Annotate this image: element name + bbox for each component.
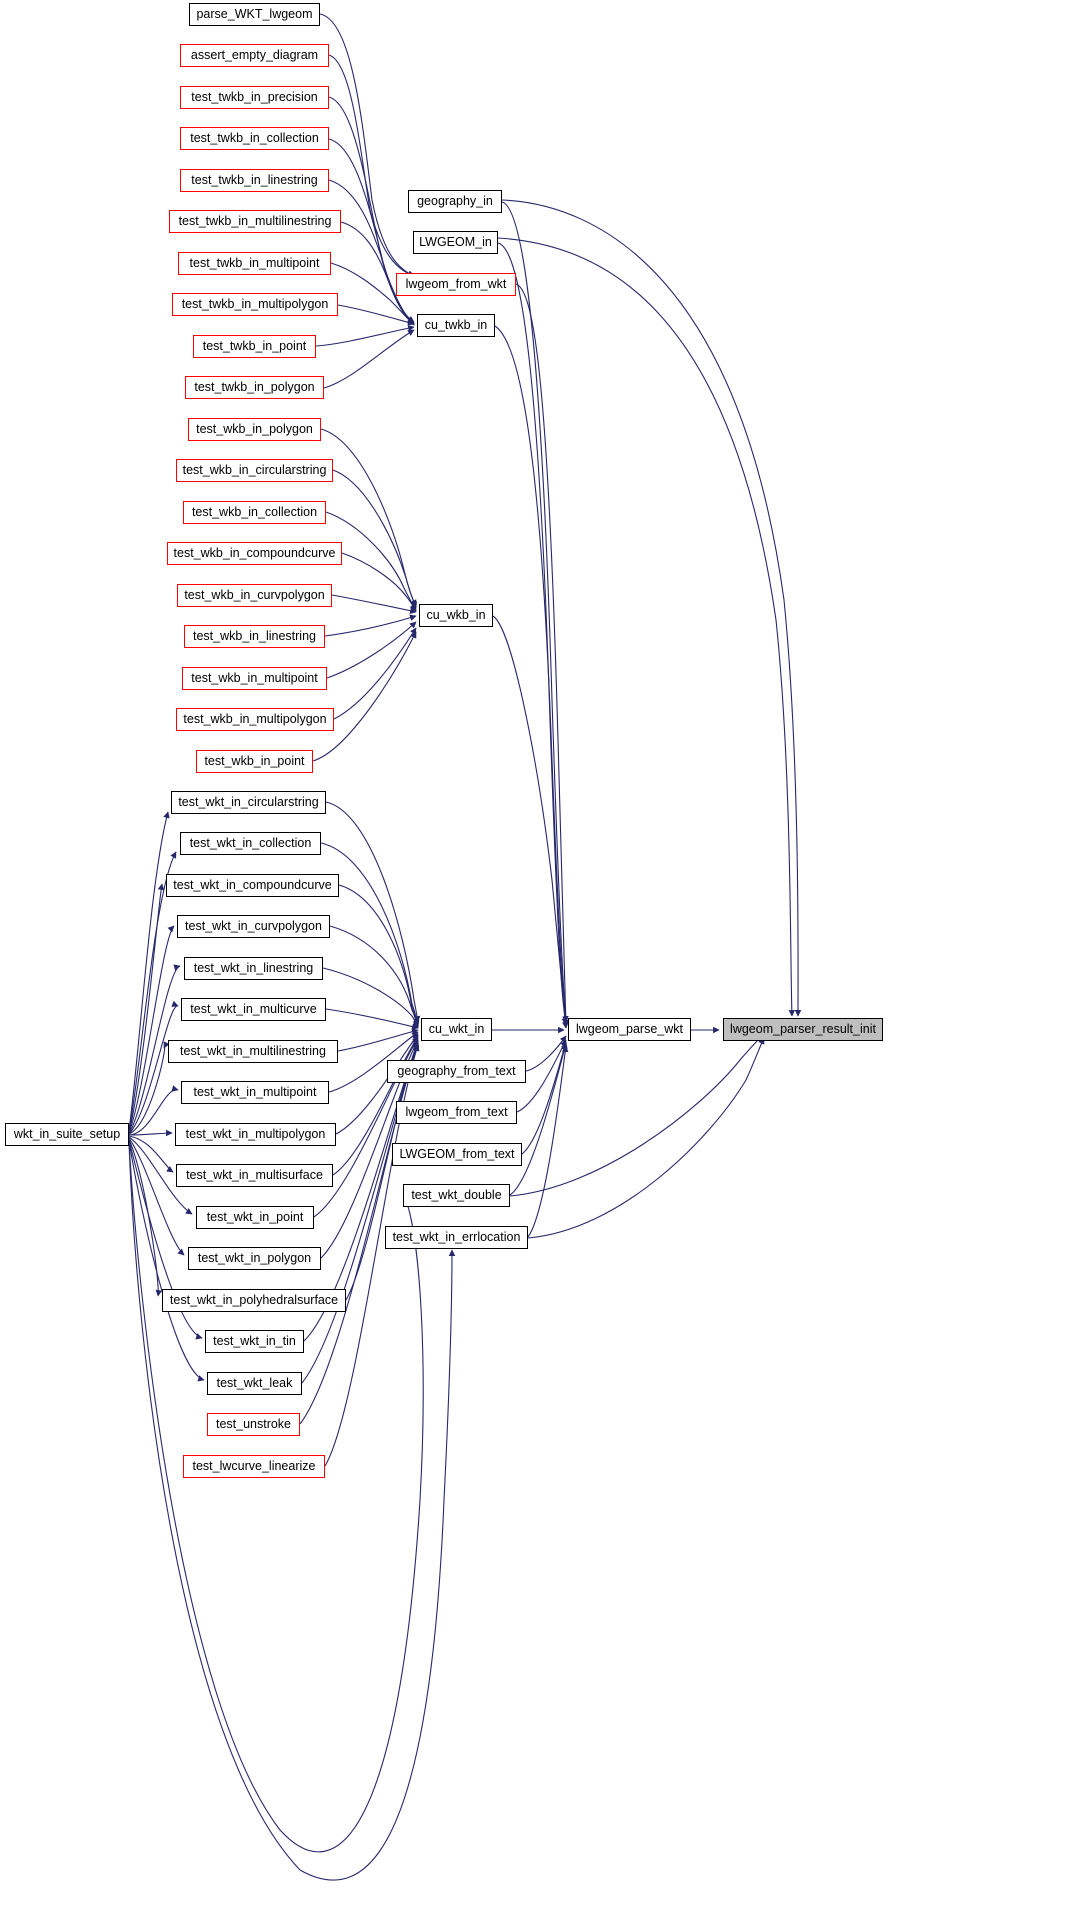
node-label: test_wkt_in_polygon (197, 1251, 312, 1266)
node-label: test_wkb_in_multipoint (191, 671, 318, 686)
node-label: test_wkb_in_multipolygon (183, 712, 327, 727)
node-label: test_wkt_in_multilinestring (180, 1044, 326, 1059)
node-label: test_wkb_in_polygon (196, 422, 313, 437)
node-test-wkt-in-errlocation[interactable] (385, 1226, 528, 1249)
node-label: test_twkb_in_collection (190, 131, 319, 146)
node-test-wkb-in-polygon[interactable] (188, 418, 321, 441)
node-test-wkt-in-multipoint[interactable] (181, 1081, 329, 1104)
node-wkt-in-suite-setup[interactable] (5, 1123, 129, 1146)
node-test-wkt-in-point[interactable] (196, 1206, 314, 1229)
node-label: test_wkt_in_multicurve (190, 1002, 317, 1017)
node-label: LWGEOM_in (419, 235, 492, 250)
node-test-wkt-in-multicurve[interactable] (181, 998, 326, 1021)
node-label: test_unstroke (215, 1417, 292, 1432)
node-label: test_wkb_in_collection (191, 505, 318, 520)
node-test-wkt-in-multipolygon[interactable] (175, 1123, 336, 1146)
node-test-wkb-in-multipoint[interactable] (182, 667, 327, 690)
node-test-twkb-in-collection[interactable] (180, 127, 329, 150)
node-label: test_wkt_in_tin (213, 1334, 296, 1349)
node-label: test_wkt_in_curvpolygon (185, 919, 322, 934)
node-label: lwgeom_from_wkt (405, 277, 507, 292)
node-test-twkb-in-point[interactable] (193, 335, 316, 358)
node-label: geography_from_text (397, 1064, 516, 1079)
node-cu-twkb-in[interactable] (417, 314, 495, 337)
node-label: test_wkb_in_compoundcurve (173, 546, 336, 561)
node-label: assert_empty_diagram (190, 48, 319, 63)
node-test-wkt-in-curvpolygon[interactable] (177, 915, 330, 938)
node-test-twkb-in-precision[interactable] (180, 86, 329, 109)
node-test-wkb-in-collection[interactable] (183, 501, 326, 524)
node-label: test_wkt_in_multipolygon (185, 1127, 326, 1142)
node-label: test_wkt_in_errlocation (392, 1230, 521, 1245)
node-geography-from-text[interactable] (387, 1060, 526, 1083)
node-test-wkb-in-curvpolygon[interactable] (177, 584, 332, 607)
node-test-wkt-leak[interactable] (207, 1372, 302, 1395)
node-lwgeom-parser-result-init[interactable] (723, 1018, 883, 1041)
node-lwgeom-from-wkt[interactable] (396, 273, 516, 296)
node-cu-wkb-in[interactable] (419, 604, 493, 627)
node-test-lwcurve-linearize[interactable] (183, 1455, 325, 1478)
node-test-twkb-in-multipoint[interactable] (178, 252, 331, 275)
node-test-twkb-in-polygon[interactable] (185, 376, 324, 399)
node-label: test_twkb_in_multipolygon (181, 297, 329, 312)
node-label: test_wkt_in_linestring (193, 961, 314, 976)
node-label: parse_WKT_lwgeom (196, 7, 313, 22)
node-test-wkt-in-collection[interactable] (180, 832, 321, 855)
node-label: test_wkt_in_polyhedralsurface (169, 1293, 339, 1308)
node-label: test_wkb_in_circularstring (182, 463, 327, 478)
node-test-twkb-in-linestring[interactable] (180, 169, 329, 192)
node-label: test_wkt_in_collection (189, 836, 312, 851)
node-test-wkt-in-linestring[interactable] (184, 957, 323, 980)
node-test-unstroke[interactable] (207, 1413, 300, 1436)
node-test-wkt-in-multilinestring[interactable] (168, 1040, 338, 1063)
node-label: test_wkt_in_circularstring (178, 795, 319, 810)
node-label: test_wkt_in_multisurface (186, 1168, 323, 1183)
node-test-wkb-in-point[interactable] (196, 750, 313, 773)
node-label: test_wkt_in_compoundcurve (173, 878, 332, 893)
node-label: test_wkb_in_linestring (193, 629, 316, 644)
node-label: test_wkb_in_curvpolygon (184, 588, 325, 603)
node-test-wkt-double[interactable] (403, 1184, 510, 1207)
node-label: geography_in (417, 194, 493, 209)
node-label: test_wkt_in_point (206, 1210, 304, 1225)
node-parse-wkt-lwgeom[interactable] (189, 3, 320, 26)
node-geography-in[interactable] (408, 190, 502, 213)
node-label: test_twkb_in_multipoint (189, 256, 320, 271)
node-label: test_twkb_in_linestring (191, 173, 318, 188)
node-test-wkt-in-polyhedralsurface[interactable] (162, 1289, 346, 1312)
node-label: test_twkb_in_precision (191, 90, 318, 105)
node-label: test_wkt_double (411, 1188, 502, 1203)
node-label: test_wkt_leak (216, 1376, 293, 1391)
node-label: cu_twkb_in (424, 318, 488, 333)
node-test-wkb-in-multipolygon[interactable] (176, 708, 334, 731)
node-label: test_twkb_in_polygon (194, 380, 315, 395)
node-lwgeom-parse-wkt[interactable] (568, 1018, 691, 1041)
node-label: lwgeom_parser_result_init (730, 1022, 876, 1037)
node-label: wkt_in_suite_setup (13, 1127, 121, 1142)
node-label: cu_wkt_in (428, 1022, 485, 1037)
node-label: cu_wkb_in (426, 608, 486, 623)
node-label: LWGEOM_from_text (399, 1147, 515, 1162)
node-lwgeom-from-text-sql[interactable] (392, 1143, 522, 1166)
node-test-wkt-in-polygon[interactable] (188, 1247, 321, 1270)
node-label: test_wkt_in_multipoint (193, 1085, 317, 1100)
node-test-wkt-in-tin[interactable] (205, 1330, 304, 1353)
node-label: lwgeom_parse_wkt (576, 1022, 683, 1037)
node-lwgeom-from-text[interactable] (396, 1101, 517, 1124)
node-test-wkt-in-circularstring[interactable] (171, 791, 326, 814)
node-test-wkt-in-multisurface[interactable] (176, 1164, 333, 1187)
node-test-twkb-in-multilinestring[interactable] (169, 210, 341, 233)
node-label: lwgeom_from_text (405, 1105, 508, 1120)
node-lwgeom-in[interactable] (413, 231, 498, 254)
node-label: test_wkb_in_point (204, 754, 305, 769)
node-test-wkt-in-compoundcurve[interactable] (166, 874, 339, 897)
node-test-twkb-in-multipolygon[interactable] (172, 293, 338, 316)
node-cu-wkt-in[interactable] (421, 1018, 492, 1041)
node-label: test_twkb_in_multilinestring (178, 214, 332, 229)
node-test-wkb-in-circularstring[interactable] (176, 459, 333, 482)
node-label: test_lwcurve_linearize (192, 1459, 316, 1474)
node-test-wkb-in-compoundcurve[interactable] (167, 542, 342, 565)
node-label: test_twkb_in_point (202, 339, 307, 354)
node-assert-empty-diagram[interactable] (180, 44, 329, 67)
node-test-wkb-in-linestring[interactable] (184, 625, 325, 648)
